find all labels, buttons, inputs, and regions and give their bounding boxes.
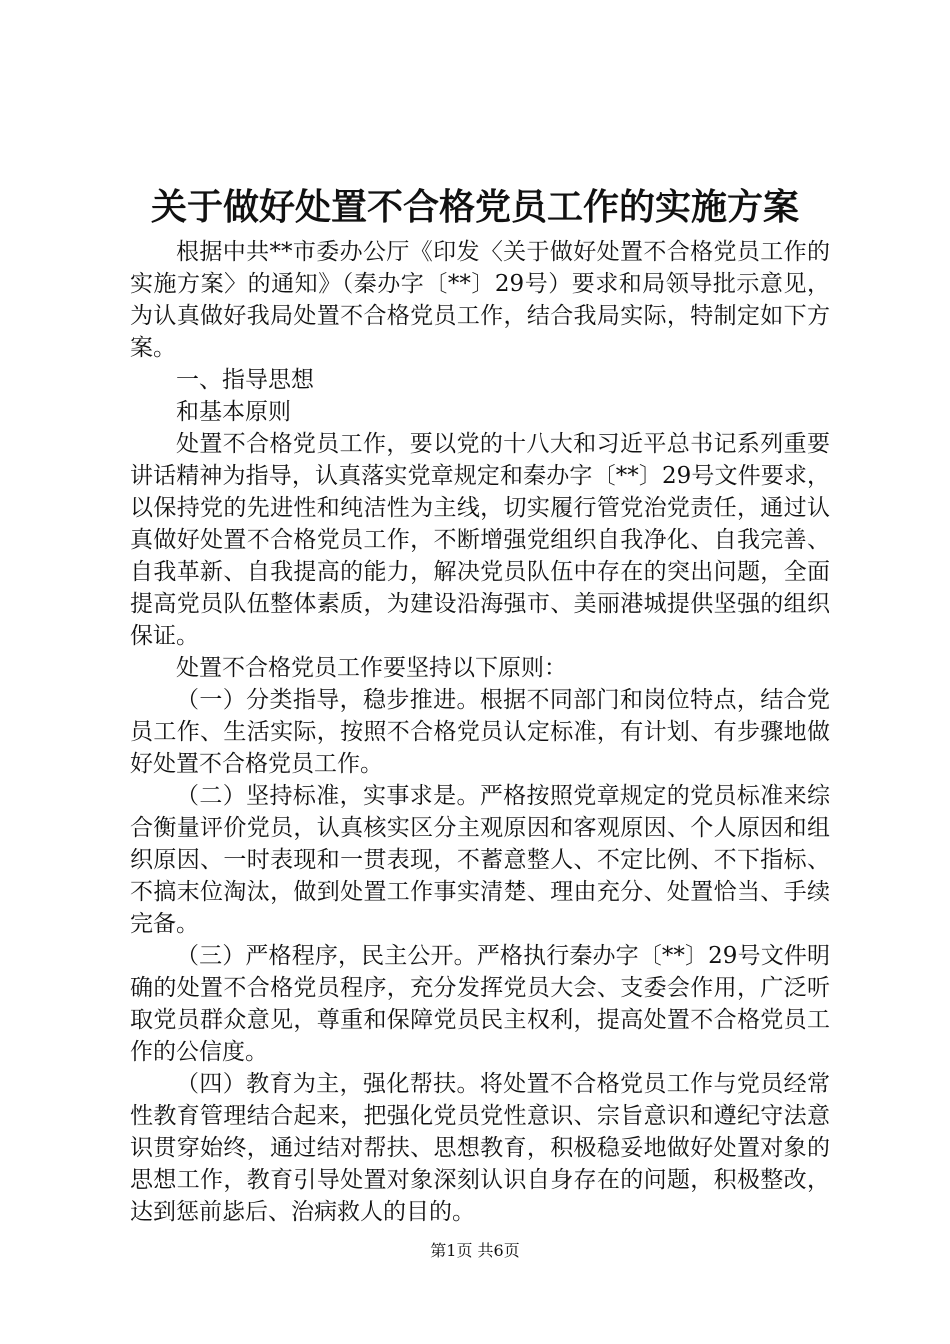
document-title: 关于做好处置不合格党员工作的实施方案: [150, 186, 799, 228]
guiding-ideology-paragraph: 处置不合格党员工作，要以党的十八大和习近平总书记系列重要讲话精神为指导，认真落实党章规定和秦办字〔**〕29号文件要求，以保持党的先进性和纯洁性为主线，切实履行管党治党责任，通过认真做好处置不合格党员工作，不断增强党组织自我净化、自我完善、自我革新、自我提高的能力，解决党员队伍中存在的突出问题，全面提高党员队伍整体素质，为建设沿海强市、美丽港城提供坚强的组织保证。: [130, 431, 830, 649]
section-heading-line-2: 和基本原则: [176, 399, 291, 425]
page-number-footer: 第1页 共6页: [430, 1241, 520, 1260]
document-body: [130, 236, 830, 1228]
principle-2-paragraph: （二）坚持标准，实事求是。严格按照党章规定的党员标准来综合衡量评价党员，认真核实区分主观原因和客观原因、个人原因和组织原因、一时表现和一贯表现，不蓄意整人、不定比例、不下指标、不搞末位淘汰，做到处置工作事实清楚、理由充分、处置恰当、手续完备。: [130, 783, 830, 937]
principle-1-paragraph: （一）分类指导，稳步推进。根据不同部门和岗位特点，结合党员工作、生活实际，按照不合格党员认定标准，有计划、有步骤地做好处置不合格党员工作。: [130, 687, 830, 777]
principles-intro-paragraph: 处置不合格党员工作要坚持以下原则：: [176, 655, 567, 681]
principle-3-paragraph: （三）严格程序，民主公开。严格执行秦办字〔**〕29号文件明确的处置不合格党员程序，充分发挥党员大会、支委会作用，广泛听取党员群众意见，尊重和保障党员民主权利，提高处置不合格党员工作的公信度。: [130, 943, 830, 1065]
principle-4-paragraph: （四）教育为主，强化帮扶。将处置不合格党员工作与党员经常性教育管理结合起来，把强化党员党性意识、宗旨意识和遵纪守法意识贯穿始终，通过结对帮扶、思想教育，积极稳妥地做好处置对象的思想工作，教育引导处置对象深刻认识自身存在的问题，积极整改，达到惩前毖后、治病救人的目的。: [130, 1071, 830, 1225]
section-heading-line-1: 一、指导思想: [176, 367, 314, 393]
intro-paragraph: 根据中共**市委办公厅《印发〈关于做好处置不合格党员工作的实施方案〉的通知》（秦办字〔**〕29号）要求和局领导批示意见，为认真做好我局处置不合格党员工作，结合我局实际，特制定如下方案。: [130, 239, 830, 361]
